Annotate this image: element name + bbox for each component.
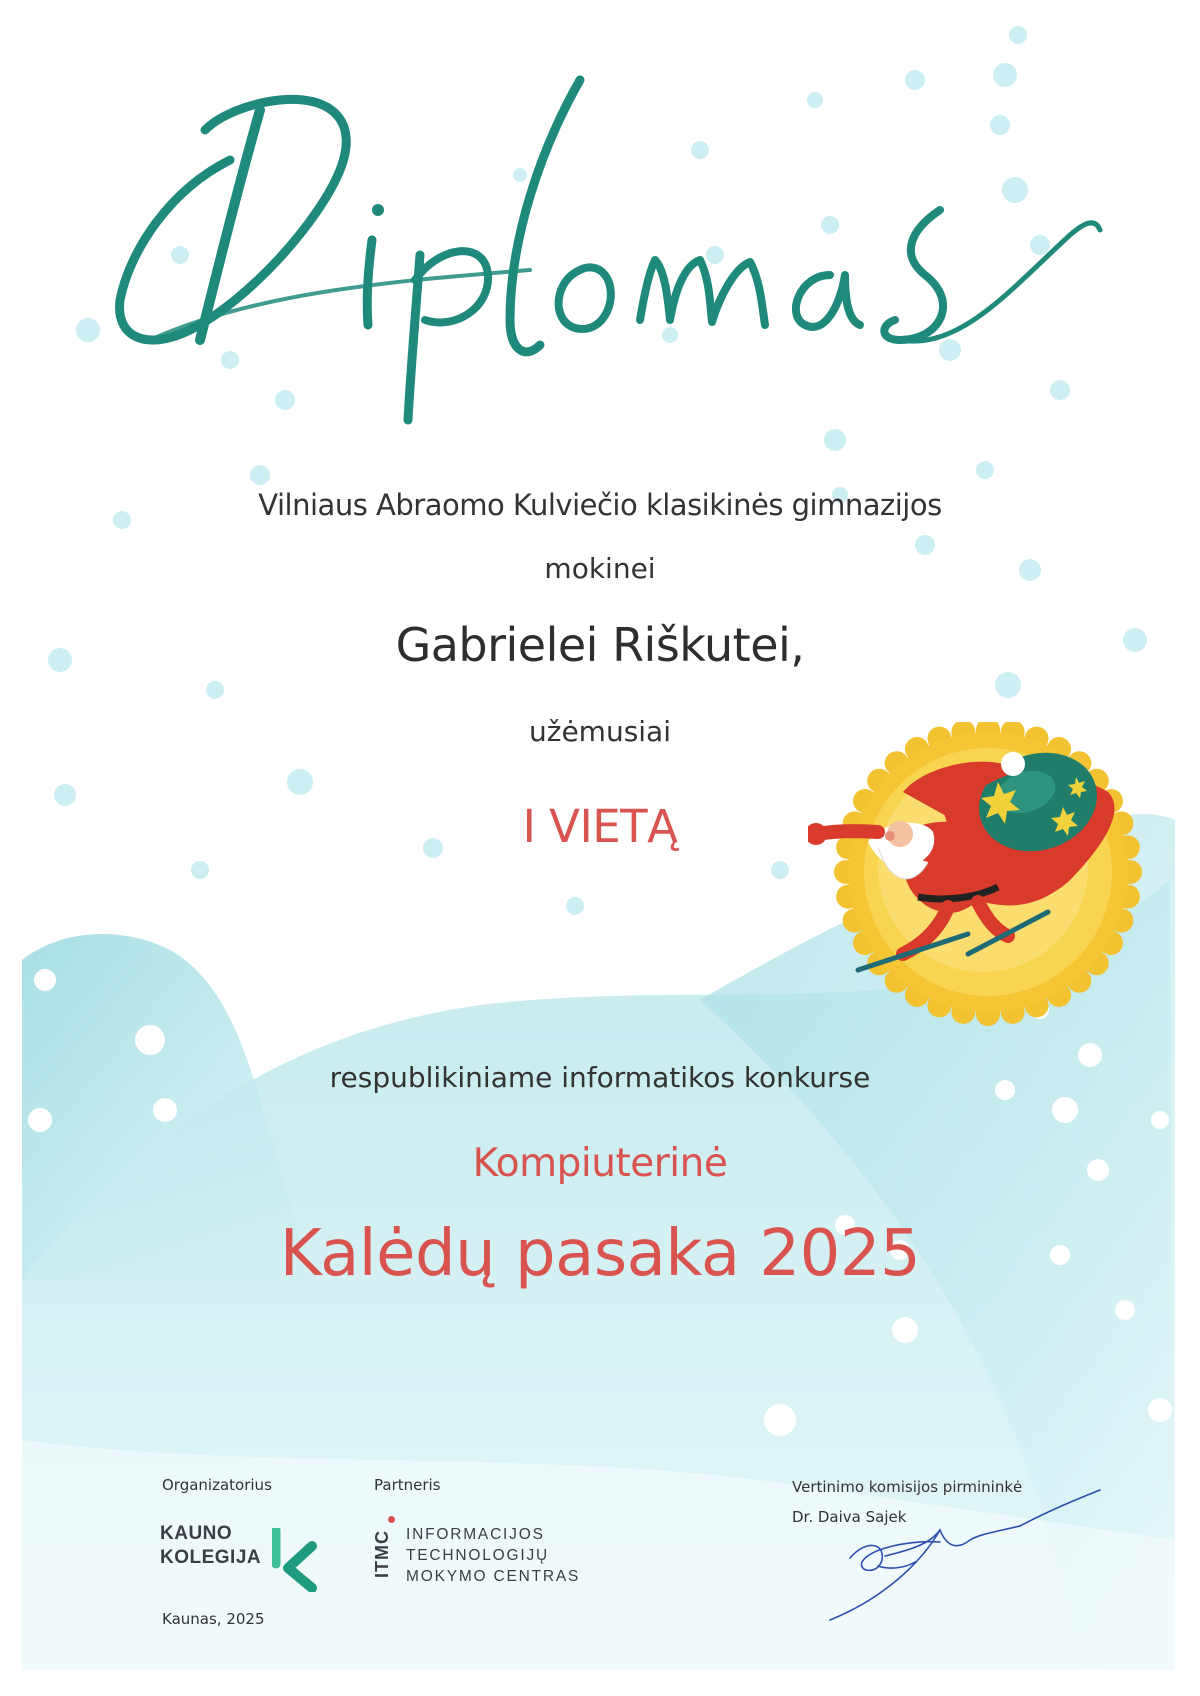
- organizer-label: Organizatorius: [162, 1476, 272, 1494]
- place-award: I VIETĄ: [522, 800, 678, 853]
- logo-line-1: KAUNO: [160, 1523, 233, 1544]
- contest-name-line1: Kompiuterinė: [472, 1141, 728, 1186]
- itmc-dot: [388, 1516, 395, 1523]
- itmc-logo: [372, 1522, 612, 1588]
- contest-name-line2: Kalėdų pasaka 2025: [279, 1217, 921, 1291]
- contest-line: respublikiniame informatikos konkurse: [329, 1061, 871, 1094]
- commission-label: Vertinimo komisijos pirmininkė: [792, 1478, 1023, 1496]
- city-year: Kaunas, 2025: [162, 1610, 265, 1628]
- itmc-line-1: INFORMACIJOS: [406, 1526, 545, 1543]
- achievement-verb: užėmusiai: [529, 715, 671, 748]
- handwritten-signature: [790, 1470, 1110, 1630]
- kauno-kolegija-k-icon: [272, 1528, 320, 1592]
- partner-label: Partneris: [374, 1476, 441, 1494]
- school-line: Vilniaus Abraomo Kulviečio klasikinės gimnazijos: [258, 488, 942, 522]
- kauno-kolegija-logo: [160, 1522, 320, 1592]
- itmc-line-3: MOKYMO CENTRAS: [406, 1568, 581, 1585]
- itmc-line-2: TECHNOLOGIJŲ: [406, 1547, 550, 1564]
- itmc-abbr: ITMC: [372, 1530, 392, 1578]
- chair-name: Dr. Daiva Sajek: [792, 1508, 907, 1526]
- santa-skiing-medal-icon: [808, 722, 1168, 1032]
- diplomas-title: [110, 40, 1110, 460]
- recipient-role: mokinei: [544, 552, 656, 585]
- logo-line-2: KOLEGIJA: [160, 1547, 262, 1568]
- recipient-name: Gabrielei Riškutei,: [395, 618, 805, 672]
